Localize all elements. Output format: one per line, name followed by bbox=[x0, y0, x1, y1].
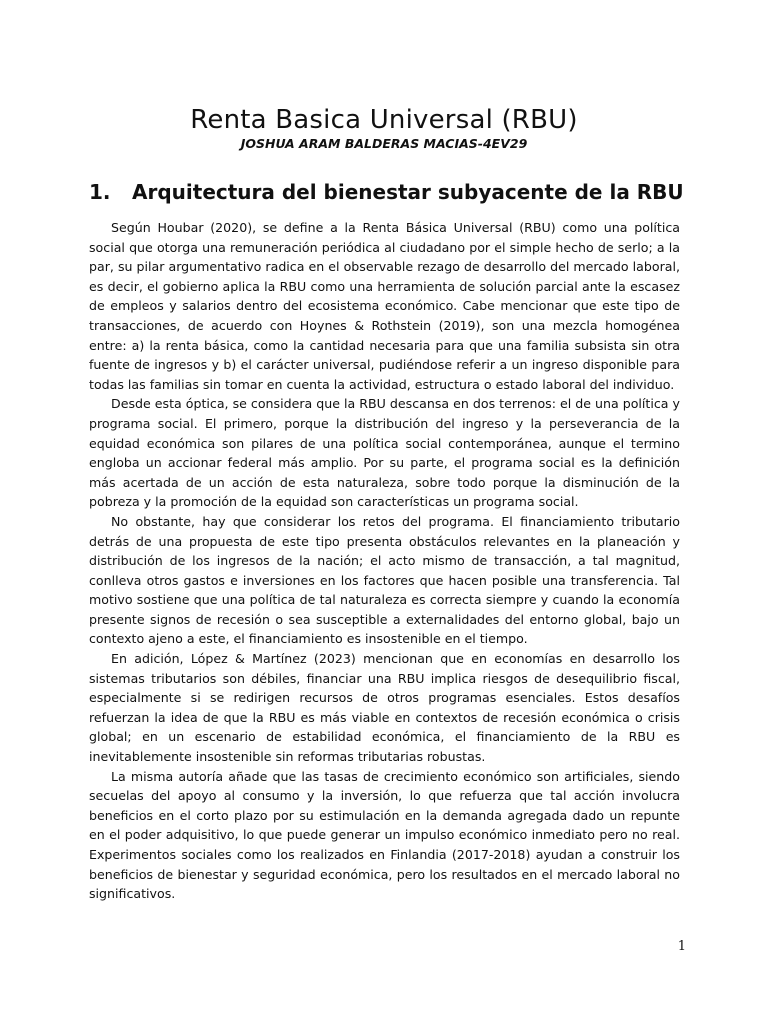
paragraph: La misma autoría añade que las tasas de crecimiento económico son artificiales, siendo secuelas del apoyo al consumo y la inversión, lo que refuerza que tal acción involucra beneficios en el corto plazo por su estimulación en la demanda agregada dado un repunte en el poder adquisitivo, lo que puede generar un impulso económico inmediato pero no real. Experimentos sociales como los realizados en Finlandia (2017-2018) ayudan a construir los beneficios de bienestar y seguridad económica, pero los resultados en el mercado laboral no significativos. bbox=[89, 768, 680, 902]
document-author: JOSHUA ARAM BALDERAS MACIAS-4EV29 bbox=[240, 136, 528, 151]
section-title: Arquitectura del bienestar subyacente de la RBU bbox=[132, 180, 684, 204]
document-body bbox=[89, 218, 680, 904]
page-number: 1 bbox=[677, 939, 686, 954]
section-heading bbox=[89, 178, 689, 206]
paragraph: Según Houbar (2020), se define a la Renta Básica Universal (RBU) como una política social que otorga una remuneración periódica al ciudadano por el simple hecho de serlo; a la par, su pilar argumentativo radica en el observable rezago de desarrollo del mercado laboral, es decir, el gobierno aplica la RBU como una herramienta de solución parcial ante la escasez de empleos y salarios dentro del ecosistema económico. Cabe mencionar que este tipo de transacciones, de acuerdo con Hoynes & Rothstein (2019), son una mezcla homogénea entre: a) la renta básica, como la cantidad necesaria para que una familia subsista sin otra fuente de ingresos y b) el carácter universal, pudiéndose referir a un ingreso disponible para todas las familias sin tomar en cuenta la actividad, estructura o estado laboral del individuo. bbox=[89, 220, 680, 392]
paragraph: En adición, López & Martínez (2023) mencionan que en economías en desarrollo los sistemas tributarios son débiles, financiar una RBU implica riesgos de desequilibrio fiscal, especialmente si se redirigen recursos de otros programas esenciales. Estos desafíos refuerzan la idea de que la RBU es más viable en contextos de recesión económica o crisis global; en un escenario de estabilidad económica, el financiamiento de la RBU es inevitablemente insostenible sin reformas tributarias robustas. bbox=[89, 651, 680, 765]
document-title: Renta Basica Universal (RBU) bbox=[190, 105, 578, 135]
paragraph: No obstante, hay que considerar los retos del programa. El financiamiento tributario detrás de una propuesta de este tipo presenta obstáculos relevantes en la planeación y distribución de los ingresos de la nación; el acto mismo de transacción, a tal magnitud, conlleva otros gastos e inversiones en los factores que hacen posible una transferencia. Tal motivo sostiene que una política de tal naturaleza es correcta siempre y cuando la economía presente signos de recesión o sea susceptible a externalidades del entorno global, bajo un contexto ajeno a este, el financiamiento es insostenible en el tiempo. bbox=[89, 513, 680, 647]
paragraph: Desde esta óptica, se considera que la RBU descansa en dos terrenos: el de una política y programa social. El primero, porque la distribución del ingreso y la perseverancia de la equidad económica son pilares de una política social contemporánea, aunque el termino engloba un accionar federal más amplio. Por su parte, el programa social es la definición más acertada de un acción de esta naturaleza, sobre todo porque la disminución de la pobreza y la promoción de la equidad son características un programa social. bbox=[89, 396, 680, 510]
section-number: 1. bbox=[89, 180, 111, 204]
